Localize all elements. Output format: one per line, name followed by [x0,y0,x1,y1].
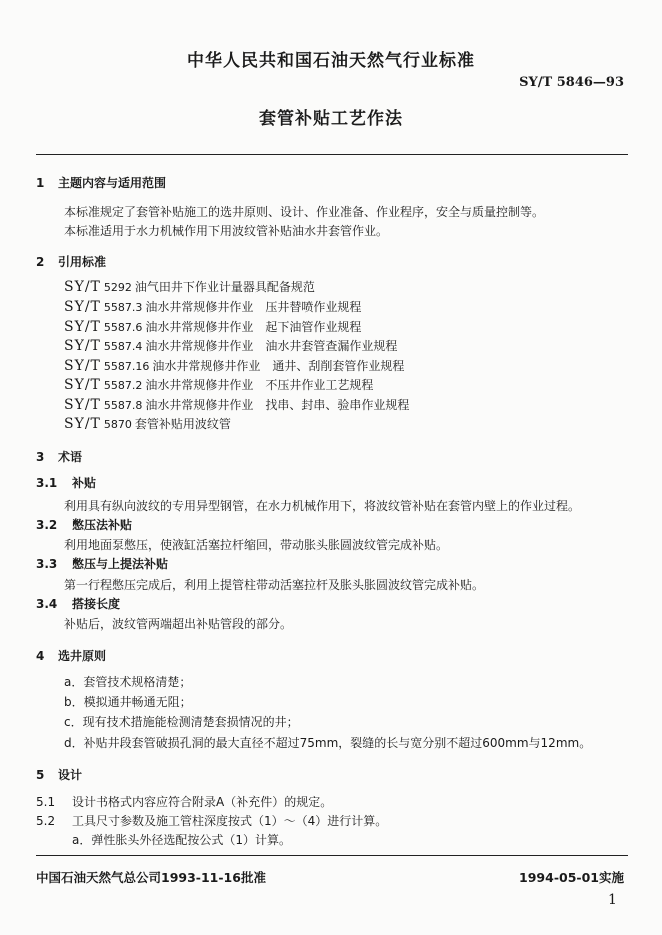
term-definition: 利用具有纵向波纹的专用异型钢管，在水力机械作用下，将波纹管补贴在套管内壁上的作业过程。 [64,499,581,513]
document-title: 套管补贴工艺作法 [259,109,403,129]
footer-divider [36,855,628,856]
clause: 5.2 工具尺寸参数及施工管柱深度按式（1）～（4）进行计算。 [36,814,388,828]
term-heading: 3.2 憋压法补贴 [36,518,133,532]
section-5-heading: 5 设计 [36,768,83,782]
reference-item: SY/T 5292 油气田井下作业计量器具配备规范 [64,279,315,295]
list-item: b．模拟通井畅通无阻； [64,695,192,709]
section-2-heading: 2 引用标准 [36,255,107,269]
section-3-heading: 3 术语 [36,450,83,464]
page-number: 1 [608,892,617,908]
list-item: d．补贴井段套管破损孔洞的最大直径不超过75mm，裂缝的长与宽分别不超过600mm与12mm。 [64,736,592,750]
effective-date: 1994-05-01实施 [519,870,624,885]
term-definition: 第一行程憋压完成后，利用上提管柱带动活塞拉杆及胀头胀圆波纹管完成补贴。 [64,578,485,592]
term-definition: 利用地面泵憋压，使液缸活塞拉杆缩回，带动胀头胀圆波纹管完成补贴。 [64,538,449,552]
section-1-heading: 1 主题内容与适用范围 [36,176,167,190]
standard-code: SY/T 5846—93 [519,75,624,90]
reference-item: SY/T 5587.8 油水井常规修井作业 找串、封串、验串作业规程 [64,397,410,413]
reference-item: SY/T 5587.3 油水井常规修井作业 压井替喷作业规程 [64,299,362,315]
section-1-paragraph: 本标准规定了套管补贴施工的选井原则、设计、作业准备、作业程序，安全与质量控制等。 [64,205,545,219]
term-definition: 补贴后，波纹管两端超出补贴管段的部分。 [64,617,293,631]
term-heading: 3.1 补贴 [36,476,97,490]
section-1-paragraph: 本标准适用于水力机械作用下用波纹管补贴油水井套管作业。 [64,224,389,238]
reference-item: SY/T 5587.2 油水井常规修井作业 不压井作业工艺规程 [64,377,374,393]
header-divider [36,154,628,155]
reference-item: SY/T 5870 套管补贴用波纹管 [64,416,231,432]
reference-item: SY/T 5587.16 油水井常规修井作业 通井、刮削套管作业规程 [64,358,405,374]
list-item: c．现有技术措施能检测清楚套损情况的井； [64,715,299,729]
approval-note: 中国石油天然气总公司1993-11-16批准 [36,870,266,885]
term-heading: 3.4 搭接长度 [36,597,121,611]
term-heading: 3.3 憋压与上提法补贴 [36,557,169,571]
reference-item: SY/T 5587.6 油水井常规修井作业 起下油管作业规程 [64,319,362,335]
sub-clause: a．弹性胀头外径选配按公式（1）计算。 [72,833,291,847]
list-item: a．套管技术规格清楚； [64,675,192,689]
section-4-heading: 4 选井原则 [36,649,107,663]
standard-header: 中华人民共和国石油天然气行业标准 [187,51,475,71]
clause: 5.1 设计书格式内容应符合附录A（补充件）的规定。 [36,795,333,809]
reference-item: SY/T 5587.4 油水井常规修井作业 油水井套管查漏作业规程 [64,338,398,354]
